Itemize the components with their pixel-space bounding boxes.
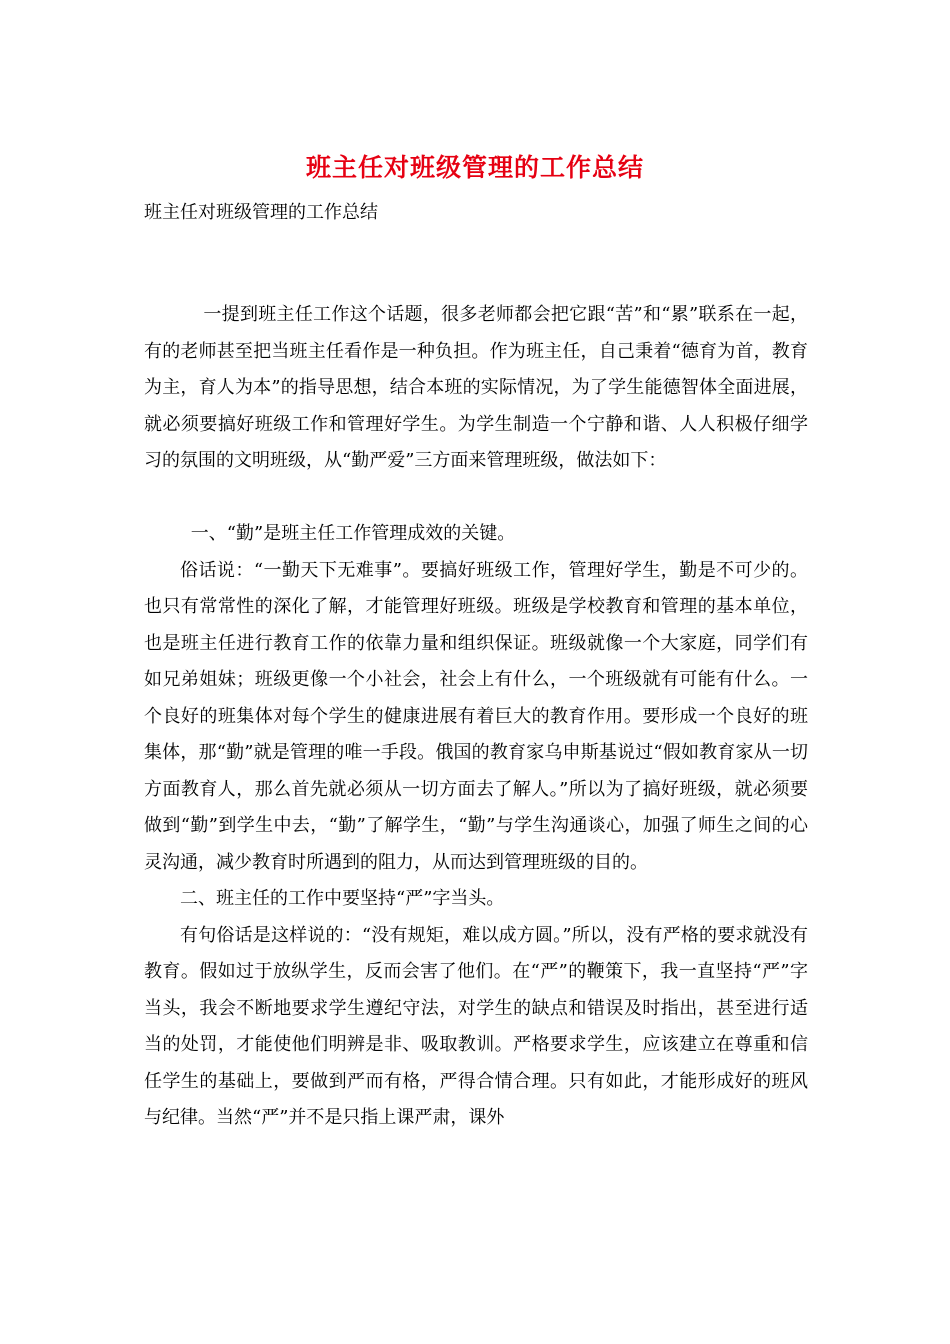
section-heading-strictness: 二、班主任的工作中要坚持“严”字当头。 xyxy=(180,888,505,909)
document-subtitle: 班主任对班级管理的工作总结 xyxy=(144,202,378,223)
section-heading-diligence: 一、“勤”是班主任工作管理成效的关键。 xyxy=(190,523,516,544)
paragraph-diligence: 俗话说：“一勤天下无难事”。要搞好班级工作，管理好学生，勤是不可少的。也只有常常性的深化了解，才能管理好班级。班级是学校教育和管理的基本单位，也是班主任进行教育工作的依靠力量和组织保证。班级就像一个大家庭，同学们有如兄弟姐妹；班级更像一个小社会，社会上有什么，一个班级就有可能有什么。一个良好的班集体对每个学生的健康进展有着巨大的教育作用。要形成一个良好的班集体，那“勤”就是管理的唯一手段。俄国的教育家乌申斯基说过“假如教育家从一切方面教育人，那么首先就必须从一切方面去了解人。”所以为了搞好班级，就必须要做到“勤”到学生中去，“勤”了解学生，“勤”与学生沟通谈心，加强了师生之间的心灵沟通，减少教育时所遇到的阻力，从而达到管理班级的目的。 xyxy=(144,559,808,873)
paragraph-intro: 一提到班主任工作这个话题，很多老师都会把它跟“苦”和“累”联系在一起，有的老师甚至把当班主任看作是一种负担。作为班主任，自己秉着“德育为首，教育为主，育人为本”的指导思想，结合本班的实际情况，为了学生能德智体全面进展，就必须要搞好班级工作和管理好学生。为学生制造一个宁静和谐、人人积极仔细学习的氛围的文明班级，从“勤严爱”三方面来管理班级，做法如下： xyxy=(144,304,808,471)
document-body xyxy=(144,297,808,1137)
paragraph-strictness: 有句俗话是这样说的：“没有规矩，难以成方圆。”所以，没有严格的要求就没有教育。假如过于放纵学生，反而会害了他们。在“严”的鞭策下，我一直坚持“严”字当头，我会不断地要求学生遵纪守法，对学生的缺点和错误及时指出，甚至进行适当的处罚，才能使他们明辨是非、吸取教训。严格要求学生，应该建立在尊重和信任学生的基础上，要做到严而有格，严得合情合理。只有如此，才能形成好的班风与纪律。当然“严”并不是只指上课严肃，课外 xyxy=(144,924,808,1128)
document-title: 班主任对班级管理的工作总结 xyxy=(305,153,644,182)
